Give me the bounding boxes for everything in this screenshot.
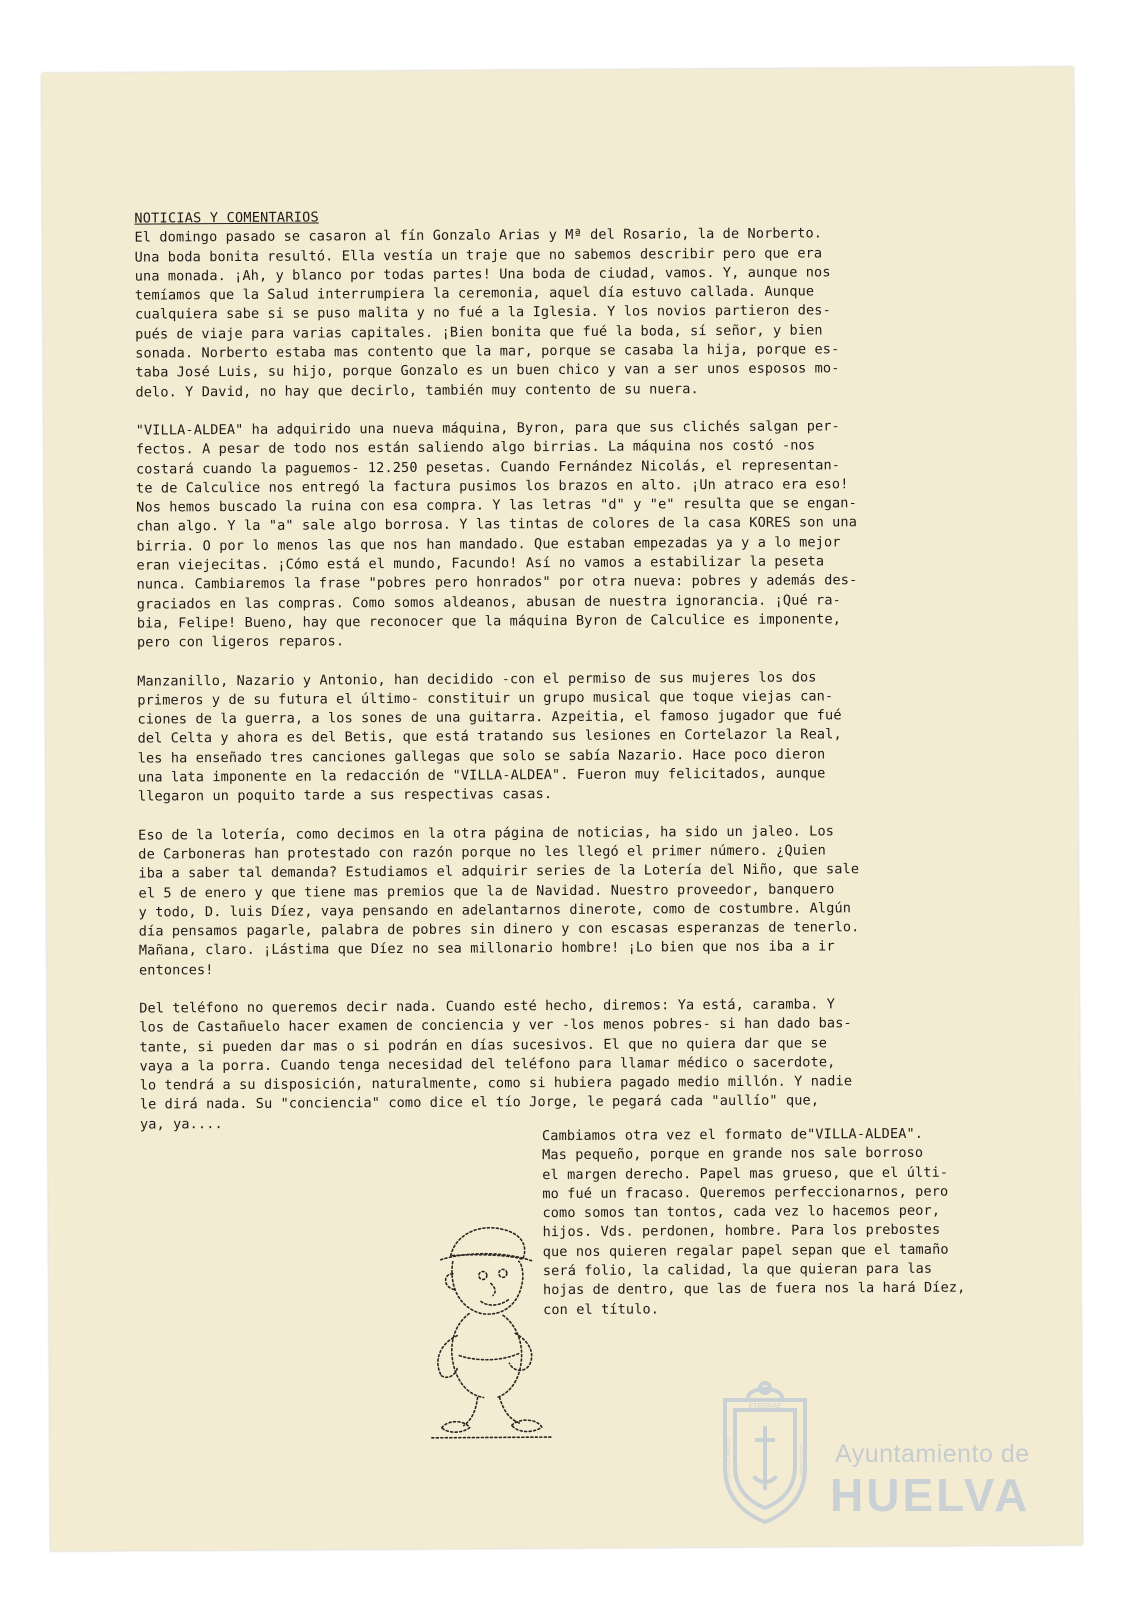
format-change-note: Cambiamos otra vez el formato de"VILLA-ALDEA". Mas pequeño, porque en grande nos sale borroso el margen derecho. Papel mas grueso, que el últi- mo fué un fracaso. Queremos perfeccionarnos, pero como somos tan tontos, cada vez lo hacemos peor, hijos. Vds. perdonen, hombre. Para los prebostes que nos quieren regalar papel sepan que el tamaño será folio, la calidad, la que quieran para las hojas de dentro, que las de fuera nos la hará Díez, con el título. [541,1125,966,1318]
paragraph-lottery: Eso de la lotería, como decimos en la otra página de noticias, ha sido un jaleo. Los de Carboneras han protestado con razón porque no les llegó el primer número. ¿Quien iba a saber tal demanda? Estudiamos el adquirir series de la Lotería del Niño, que sale el 5 de enero y que tiene mas premios que la de Navidad. Nuestro proveedor, banquero y todo, D. luis Díez, vaya pensando en adelantarnos dinerote, como de costumbre. Algún día pensamos pagarle, palabra de pobres sin dinero y con escasas esperanzas de tenerlo. Mañana, claro. ¡Lástima que Díez no sea millonario hombre! ¡Lo bien que nos iba a ir entonces! [138,822,860,979]
document-body [134,204,1000,1318]
paragraph-machine: "VILLA-ALDEA" ha adquirido una nueva máquina, Byron, para que sus clichés salgan per- fectos. A pesar de todo nos están saliendo algo birrias. La máquina nos costó -nos costará cuando la paguemos- 12.250 pesetas. Cuando Fernández Nicolás, el representan- te de Calculice nos entregó la factura pusimos los brazos en alto. ¡Un atraco era eso! Nos hemos buscado la ruina con esa compra. Y las letras "d" y "e" resulta que se engan- chan algo. Y la "a" sale algo borrosa. Y las tintas de colores de la casa KORES son una birria. O por lo menos las que nos han mandado. Que estaban empezadas ya y a lo mejor eran viejecitas. ¡Cómo está el mundo, Facundo! Así no vamos a estabilizar la peseta nunca. Cambiaremos la frase "pobres pero honrados" por otra nueva: pobres y además des- graciados en las compras. Como somos aldeanos, abusan de nuestra ignorancia. ¡Qué ra- bia, Felipe! Bueno, hay que reconocer que la máquina Byron de Calculice es imponente, pero con ligeros reparos. [135,418,858,651]
watermark-line2: HUELVA [830,1469,1031,1521]
shield-right-text: CUSTODIA [798,1444,804,1476]
cartoon-drawing [410,1215,561,1446]
paper-sheet [41,67,1082,1551]
page-title: NOTICIAS Y COMENTARIOS [134,209,319,227]
coat-of-arms-icon [710,1380,820,1528]
shield-left-text: PORTUS MARIS [726,1437,732,1483]
watermark-line1: Ayuntamiento de [835,1440,1030,1468]
paragraph-music-group: Manzanillo, Nazario y Antonio, han decidido -con el permiso de sus mujeres los dos primeros y de su futura el último- constituir un grupo musical que toque viejas can- ciones de la guerra, a los sones de una guitarra. Azpeitia, el famoso jugador que fué del Celta y ahora es del Betis, que está tratando sus lesiones en Cortelazor la Real, les ha enseñado tres canciones gallegas que solo se sabía Nazario. Hace poco dieron una lata imponente en la redacción de "VILLA-ALDEA". Fueron muy felicitados, aunque llegaron un poquito tarde a sus respectivas casas. [137,668,842,805]
watermark-ayuntamiento-huelva [700,1380,1040,1530]
shield-top-text: ETERRAE [748,1403,782,1410]
paragraph-telephone: Del teléfono no queremos decir nada. Cuando esté hecho, diremos: Ya está, caramba. Y los de Castañuelo hacer examen de conciencia y ver -los menos pobres- si han dado bas- tante, si pueden dar mas o si podrán en días sucesivos. El que no quiera dar que se vaya a la porra. Cuando tenga necesidad del teléfono para llamar médico o sacerdote, lo tendrá a su disposición, naturalmente, como si hubiera pagado medio millón. Y nadie le dirá nada. Su "conciencia" como dice el tío Jorge, le pegará cada "aullío" que, ya, ya.... [139,996,853,1133]
paragraph-wedding: El domingo pasado se casaron al fín Gonzalo Arias y Mª del Rosario, la de Norberto. Una boda bonita resultó. Ella vestía un traje que no sabemos describir pero que era una monada. ¡Ah, y blanco por todas partes! Una boda de ciudad, vamos. Y, aunque nos temíamos que la Salud interrumpiera la ceremonia, aquel día estuvo callada. Aunque cualquiera sabe si se puso malita y no fué a la Iglesia. Y los novios partieron des- pués de viaje para varias capitales. ¡Bien bonita que fué la boda, sí señor, y bien sonada. Norberto estaba mas contento que la mar, porque se casaba la hija, porque es- taba José Luis, su hijo, porque Gonzalo es un buen chico y van a ser unos esposos mo- delo. Y David, no hay que decirlo, también muy contento de su nuera. [134,225,840,401]
